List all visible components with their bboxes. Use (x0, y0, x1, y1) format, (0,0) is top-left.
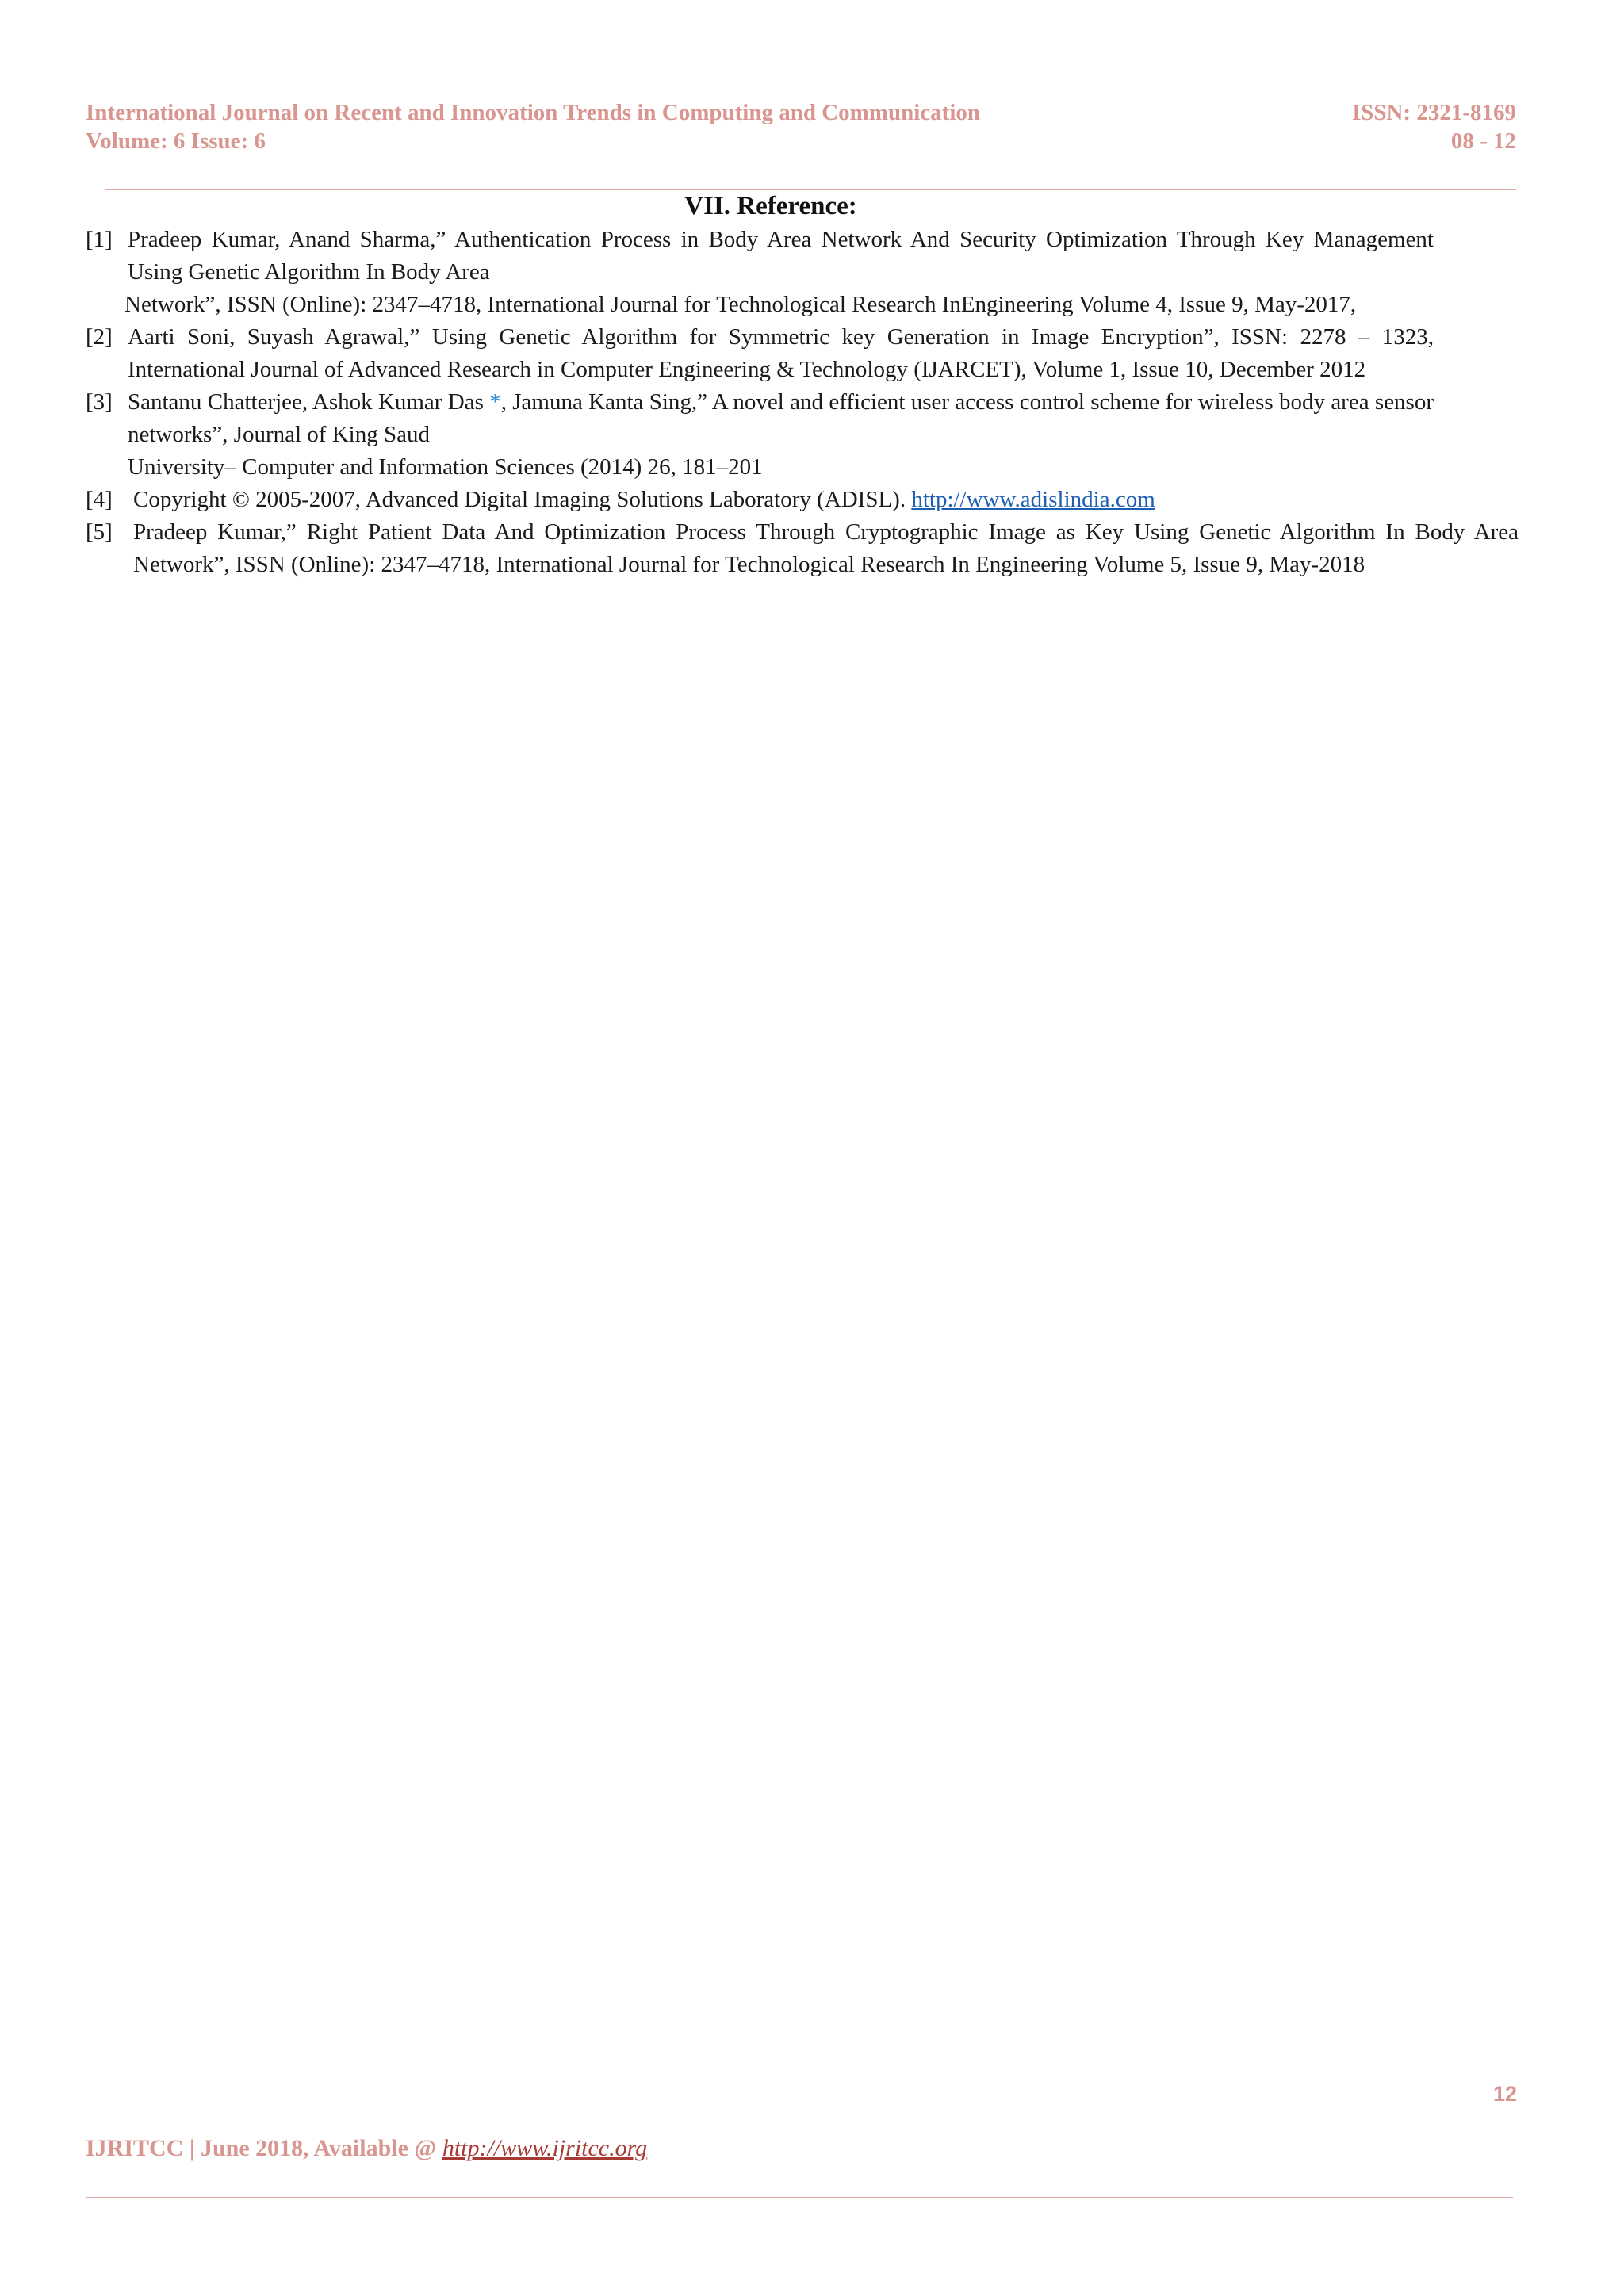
issn-label: ISSN: 2321-8169 (1351, 100, 1516, 125)
reference-number: [5] (86, 519, 113, 545)
reference-number: [3] (86, 389, 113, 415)
reference-item (86, 516, 1519, 581)
reference-item (86, 224, 1434, 321)
footer-text: IJRITCC | June 2018, Available @ (86, 2135, 442, 2161)
reference-text (128, 386, 1434, 451)
reference-number: [4] (86, 487, 113, 512)
volume-issue: Volume: 6 Issue: 6 (86, 128, 266, 154)
reference-text: Aarti Soni, Suyash Agrawal,” Using Genetic Algorithm for Symmetric key Generation in Image Encryption”, ISSN: 2278 – 1323, International Journal of Advanced Research in Computer Engineering & Technology (IJARCET), Volume 1, Issue 10, December 2012 (128, 324, 1434, 382)
adisl-link[interactable]: http://www.adislindia.com (911, 487, 1155, 512)
reference-item (86, 321, 1434, 386)
section-title: VII. Reference: (684, 192, 857, 220)
reference-authors: Santanu Chatterjee, Ashok Kumar Das (128, 389, 490, 415)
reference-title: , Jamuna Kanta Sing,” A novel and efficient user access control scheme for wireless body area sensor networks”, Journal of King Saud (128, 389, 1434, 447)
reference-body: Copyright © 2005-2007, Advanced Digital Imaging Solutions Laboratory (ADISL). (133, 487, 912, 512)
footer-link[interactable]: http://www.ijritcc.org (442, 2135, 648, 2161)
reference-number: [1] (86, 227, 113, 252)
reference-text: Pradeep Kumar, Anand Sharma,” Authentication Process in Body Area Network And Security Optimization Through Key Management Using Genetic Algorithm In Body Area (128, 227, 1434, 285)
reference-text-continued: Network”, ISSN (Online): 2347–4718, International Journal for Technological Research InEngineering Volume 4, Issue 9, May-2017, (124, 292, 1357, 317)
reference-text-continued: University– Computer and Information Sciences (2014) 26, 181–201 (128, 454, 763, 480)
footer (86, 2135, 647, 2162)
reference-text: Pradeep Kumar,” Right Patient Data And Optimization Process Through Cryptographic Image as Key Using Genetic Algorithm In Body Area Network”, ISSN (Online): 2347–4718, International Journal for Technological Research In Engineering Volume 5, Issue 9, May-2018 (133, 519, 1519, 577)
reference-item (86, 386, 1434, 484)
journal-title: International Journal on Recent and Innovation Trends in Computing and Communication (86, 100, 980, 125)
page-number: 12 (1492, 2082, 1517, 2106)
footer-rule (86, 2197, 1513, 2198)
reference-item (86, 484, 1476, 516)
author-marker[interactable]: * (489, 389, 501, 415)
reference-text (133, 484, 1476, 516)
page-range: 08 - 12 (1450, 128, 1516, 154)
reference-number: [2] (86, 324, 113, 350)
reference-list (86, 224, 1519, 581)
